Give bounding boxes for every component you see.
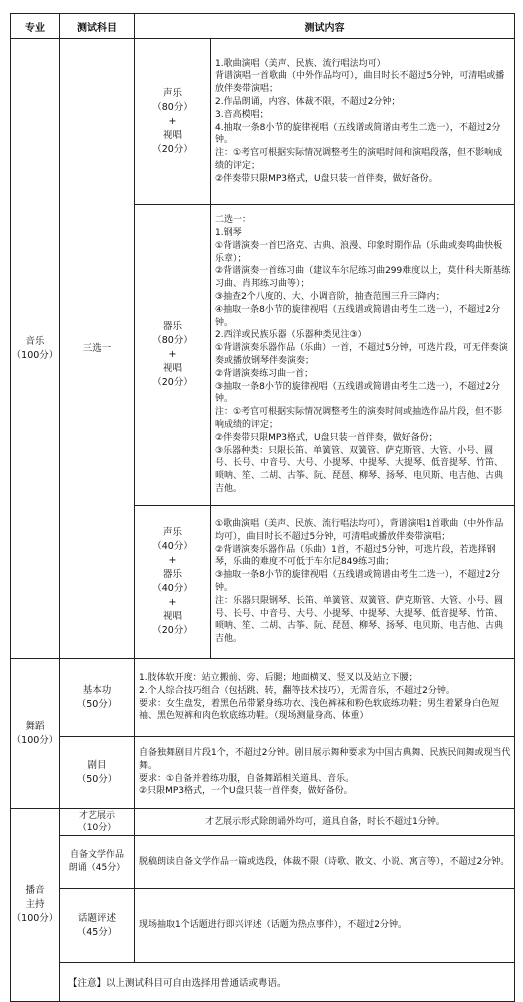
content-line: ①背谱演奏乐器作品（乐曲）一首，不超过5分钟，可选片段，可无伴奏演奏或播放钢琴伴奏演奏； bbox=[215, 343, 508, 366]
broadcast-row-recitation bbox=[11, 836, 515, 889]
dance-item-content bbox=[135, 737, 515, 809]
dance-row-repertoire bbox=[11, 737, 515, 809]
exam-table bbox=[10, 13, 515, 1002]
dance-row-basic bbox=[11, 659, 515, 737]
music-option-label: 器乐 （80分） + 视唱 （20分） bbox=[135, 205, 211, 506]
music-option-content bbox=[211, 39, 515, 205]
broadcast-major: 播音 主持 （100分） bbox=[11, 809, 60, 1002]
music-option-content bbox=[211, 205, 515, 506]
content-line: ②伴奏带只限MP3格式，U盘只装一首伴奏，做好备份； bbox=[215, 432, 438, 443]
header-subject: 测试科目 bbox=[60, 14, 135, 39]
content-line: 要求：①自备并着练功服，自备舞蹈相关道具、音乐。 bbox=[139, 773, 355, 784]
music-major: 音乐 （100分） bbox=[11, 39, 60, 659]
music-option-label: 声乐 （80分） + 视唱 （20分） bbox=[135, 39, 211, 205]
content-line: 2.西洋或民族乐器（乐器种类见注③） bbox=[215, 330, 367, 341]
content-line: ①背谱演奏一首巴洛克、古典、浪漫、印象时期作品（乐曲或奏鸣曲快板乐章）； bbox=[215, 240, 503, 264]
content-line: 注：①考官可根据实际情况调整考生的演奏时间或抽选作品片段，但不影响成绩的评定； bbox=[215, 407, 503, 430]
dance-item-label: 基本功 （50分） bbox=[60, 659, 135, 737]
broadcast-row-commentary bbox=[11, 889, 515, 963]
content-line: ②背谱演奏练习曲一首； bbox=[215, 368, 314, 379]
broadcast-row-talent bbox=[11, 809, 515, 836]
content-line: 3.音高模唱； bbox=[215, 109, 269, 120]
content-line: 2.个人综合技巧组合（包括跳、转，翻等技术技巧），无需音乐，不超过2分钟。 bbox=[139, 685, 455, 696]
content-line: ③抽取一条8小节的旋律视唱（五线谱或简谱由考生二选一），不超过2分钟。 bbox=[215, 570, 501, 593]
content-line: ③乐器种类：只限长笛、单簧管、双簧管、萨克斯管、大管、小号、圆号、长号、中音号、大号、小提琴、中提琴、大提琴、低音提琴、竹笛、唢呐、笙、二胡、古筝、阮、琵琶、柳琴、扬琴、电贝斯、电吉他、古典吉他。 bbox=[215, 445, 504, 494]
music-option-content bbox=[211, 506, 515, 659]
content-line: 背谱演唱一首歌曲（中外作品均可），曲目时长不超过5分钟，可清唱或播放伴奏带演唱； bbox=[215, 71, 505, 95]
broadcast-item-content: 脱稿朗读自备文学作品一篇或选段，体裁不限（诗歌、散文、小说、寓言等），不超过2分钟。 bbox=[135, 836, 515, 889]
content-line: 1.钢琴 bbox=[215, 228, 242, 239]
header-content: 测试内容 bbox=[135, 14, 515, 39]
dance-major: 舞蹈 （100分） bbox=[11, 659, 60, 809]
dance-item-content bbox=[135, 659, 515, 737]
content-line: 要求：女生盘发，着黑色吊带紧身练功衣、浅色裤袜和粉色软底练功鞋；男生着紧身白色短袖、黑色短裤和肉色软底练功鞋。（现场测量身高、体重） bbox=[139, 698, 500, 722]
content-line: 注：①考官可根据实际情况调整考生的演唱时间和演唱段落，但不影响成绩的评定； bbox=[215, 148, 503, 171]
content-line: 2.作品朗诵，内容、体裁不限，不超过2分钟； bbox=[215, 96, 401, 107]
content-line: ④抽取一条8小节的旋律视唱（五线谱或简谱由考生二选一），不超过2分钟。 bbox=[215, 304, 501, 328]
broadcast-item-label: 自备文学作品 朗诵（45分） bbox=[60, 836, 135, 889]
music-row-vocal bbox=[11, 39, 515, 205]
content-line: ②伴奏带只限MP3格式，U盘只装一首伴奏，做好备份。 bbox=[215, 173, 438, 184]
header-major: 专业 bbox=[11, 14, 60, 39]
broadcast-item-label: 才艺展示 （10分） bbox=[60, 809, 135, 836]
broadcast-note: 【注意】以上测试科目可自由选择用普通话或粤语。 bbox=[60, 963, 515, 1002]
content-line: 1.肢体软开度：站立搬前、旁、后腿；地面横叉、竖叉以及站立下腰； bbox=[139, 672, 418, 683]
music-subject: 三选一 bbox=[60, 39, 135, 659]
broadcast-item-content: 现场抽取1个话题进行即兴评述（话题为热点事件），不超过2分钟。 bbox=[135, 889, 515, 963]
broadcast-item-label: 话题评述 （45分） bbox=[60, 889, 135, 963]
broadcast-item-content: 才艺展示形式除朗诵外均可，道具自备，时长不超过1分钟。 bbox=[135, 809, 515, 836]
content-line: ②背谱演奏乐器作品（乐曲）1首，不超过5分钟，可选片段，若选择钢琴，乐曲的难度不可低于车尔尼849练习曲； bbox=[215, 544, 496, 568]
content-line: 自备独舞剧目片段1个，不超过2分钟。剧目展示舞种要求为中国古典舞、民族民间舞或现当代舞。 bbox=[139, 747, 511, 771]
content-line: ①歌曲演唱（美声、民族、流行唱法均可），背谱演唱1首歌曲（中外作品均可），曲目时长不超过5分钟，可清唱或播放伴奏带演唱； bbox=[215, 519, 504, 542]
broadcast-row-note bbox=[11, 963, 515, 1002]
content-line: 注：乐器只限钢琴、长笛、单簧管、双簧管、萨克斯管、大管、小号、圆号、长号、中音号、大号、小提琴、中提琴、大提琴、低音提琴、竹笛、唢呐、笙、二胡、古筝、阮、琵琶、柳琴、扬琴、电贝斯、电吉他、古典吉他。 bbox=[215, 595, 504, 645]
content-line: ③抽取一条8小节的旋律视唱（五线谱或简谱由考生二选一），不超过2分钟。 bbox=[215, 381, 501, 405]
dance-item-label: 剧目 （50分） bbox=[60, 737, 135, 809]
content-line: ③抽查2个八度的、大、小调音阶，抽查范围三升三降内； bbox=[215, 292, 445, 303]
content-line: 4.抽取一条8小节的旋律视唱（五线谱或简谱由考生二选一），不超过2分钟。 bbox=[215, 122, 501, 146]
content-line: 二选一： bbox=[215, 215, 252, 226]
music-option-label: 声乐 （40分） + 器乐 （40分） + 视唱 （20分） bbox=[135, 506, 211, 659]
header-row bbox=[11, 14, 515, 39]
content-line: ②只限MP3格式，一个U盘只装一首伴奏，做好备份。 bbox=[139, 786, 353, 797]
content-line: ②背谱演奏一首练习曲（建议车尔尼练习曲299难度以上，莫什科夫斯基练习曲、肖邦练习曲等）； bbox=[215, 266, 511, 290]
content-line: 1.歌曲演唱（美声、民族、流行唱法均可） bbox=[215, 58, 386, 69]
